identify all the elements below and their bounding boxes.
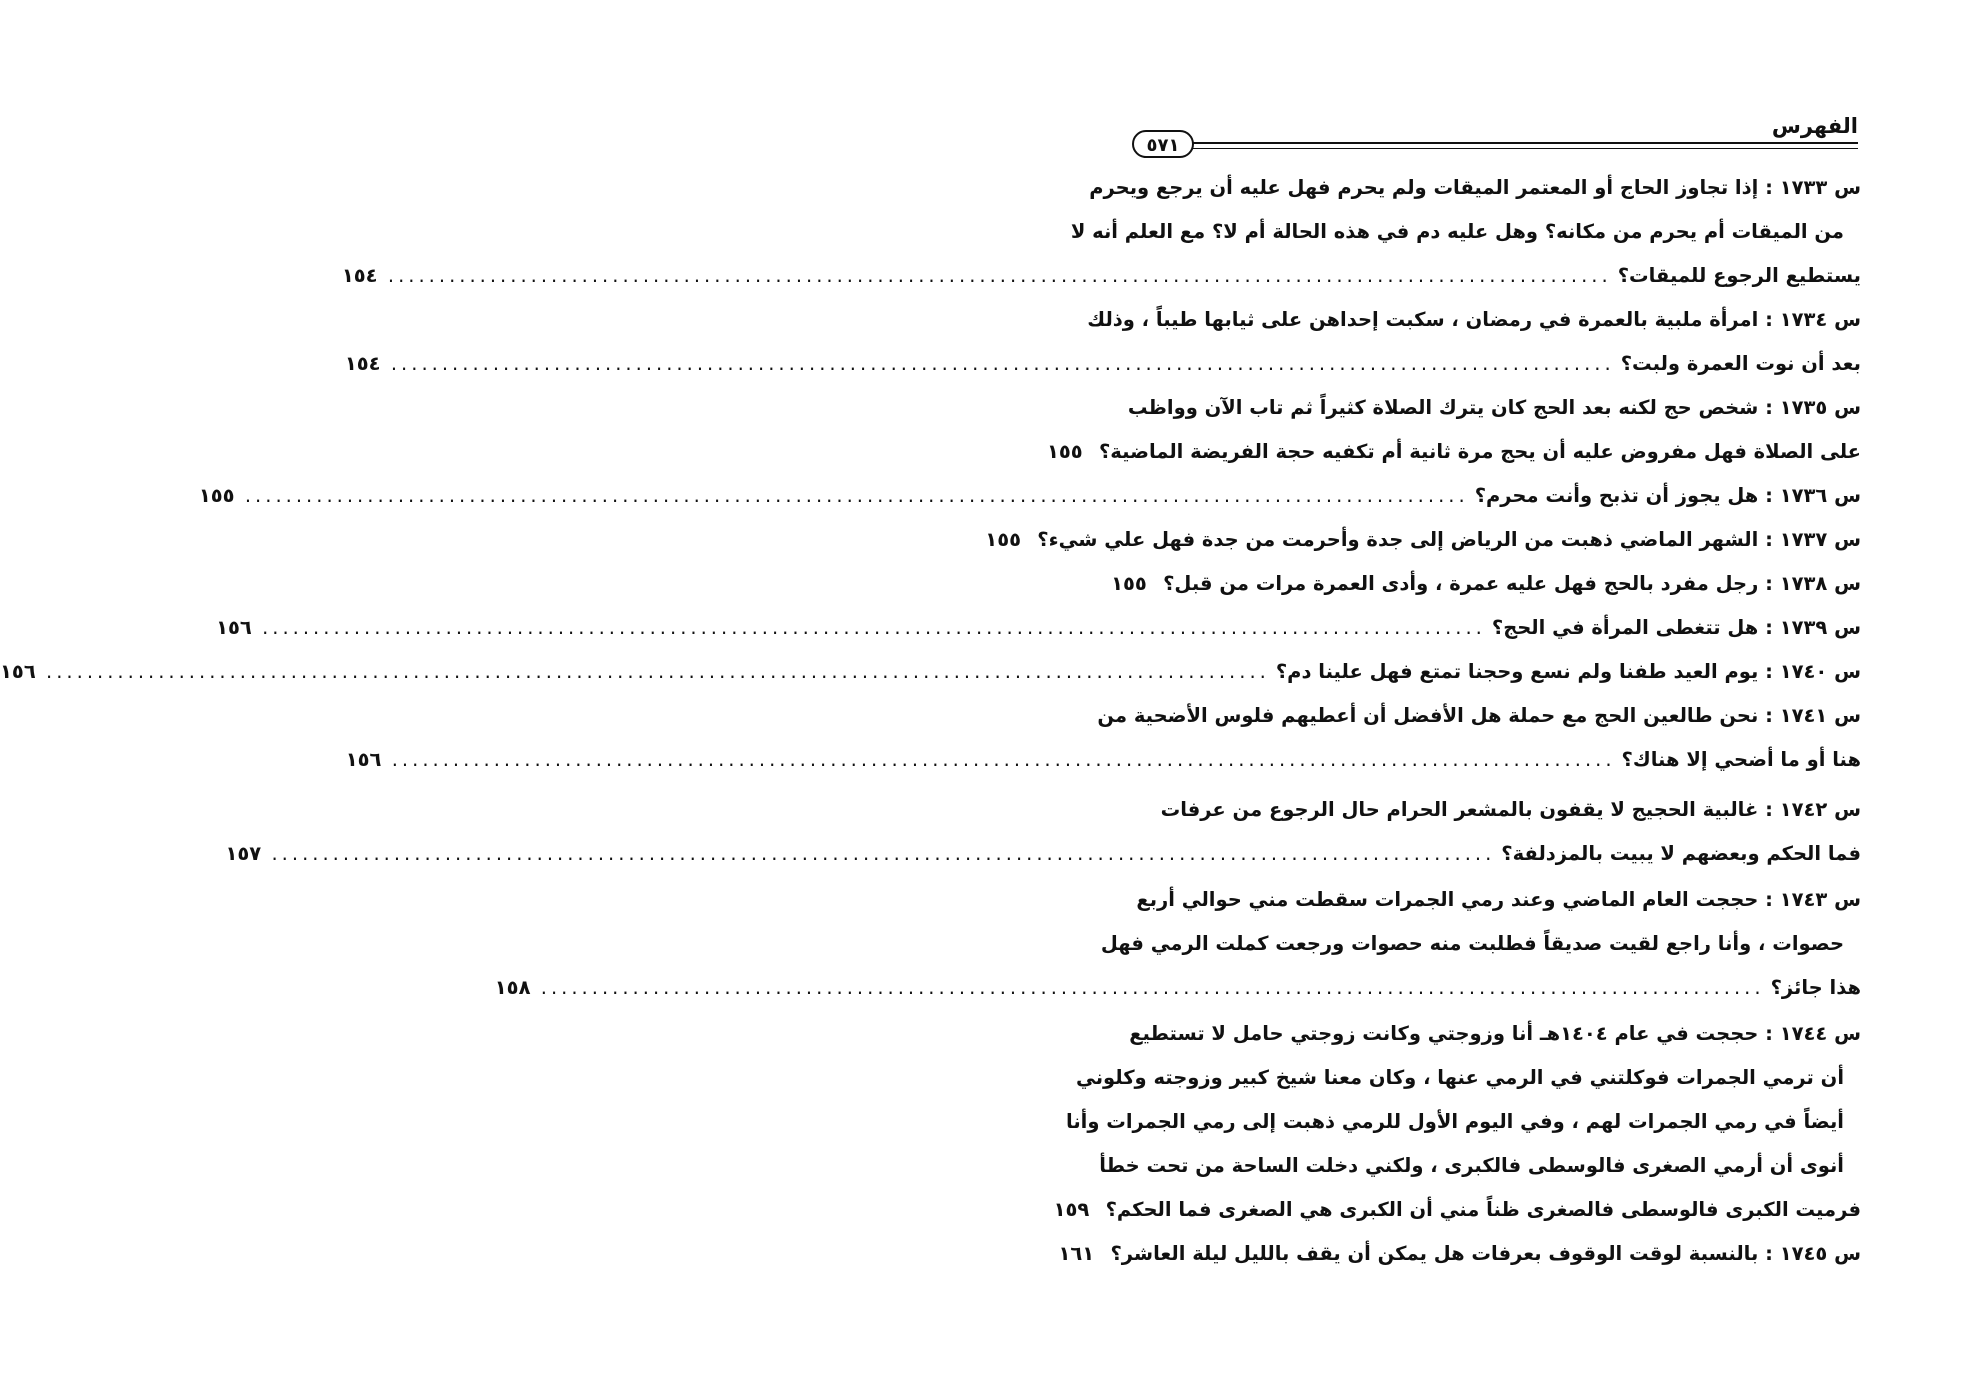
entry-text: س ١٧٣٧ : الشهر الماضي ذهبت من الرياض إلى جدة وأحرمت من جدة فهل علي شيء؟: [1037, 528, 1861, 551]
index-entry-line: [1100, 924, 1844, 964]
entry-page-number: ١٥٨: [494, 976, 531, 999]
entry-text: يستطيع الرجوع للميقات؟: [1617, 264, 1861, 287]
index-entry-line: [1066, 1102, 1844, 1142]
page-number-badge: ٥٧١: [1132, 130, 1194, 158]
index-entry-final-line: [1053, 1190, 1861, 1230]
entry-text: س ١٧٣٥ : شخص حج لكنه بعد الحج كان يترك الصلاة كثيراً ثم تاب الآن وواظب: [1127, 396, 1861, 419]
leader-dots: ........................................................................................................................: [244, 484, 1469, 507]
header-rule-thin: [1192, 148, 1858, 149]
entry-text: س ١٧٣٨ : رجل مفرد بالحج فهل عليه عمرة ، وأدى العمرة مرات من قبل؟: [1163, 572, 1861, 595]
index-entry-line: [1134, 880, 1861, 920]
entry-text: س ١٧٤٥ : بالنسبة لوقت الوقوف بعرفات هل يمكن أن يقف بالليل ليلة العاشر؟: [1110, 1242, 1861, 1265]
index-entry-final-line: [0, 652, 1861, 692]
entry-text: فما الحكم وبعضهم لا يبيت بالمزدلفة؟: [1501, 842, 1861, 865]
header-title: الفهرس: [1771, 114, 1858, 138]
entry-text: س ١٧٤٤ : حججت في عام ١٤٠٤هـ أنا وزوجتي وكانت زوجتي حامل لا تستطيع: [1129, 1022, 1861, 1045]
leader-dots: ........................................................................................................................: [391, 748, 1616, 771]
entry-text: س ١٧٣٩ : هل تتغطى المرأة في الحج؟: [1491, 616, 1861, 639]
index-entry-final-line: [225, 834, 1861, 874]
entry-page-number: ١٥٩: [1053, 1198, 1090, 1221]
entry-text: هذا جائز؟: [1770, 976, 1861, 999]
entry-text: أن ترمي الجمرات فوكلتني في الرمي عنها ، وكان معنا شيخ كبير وزوجته وكلوني: [1075, 1066, 1844, 1089]
entry-text: أنوى أن أرمي الصغرى فالوسطى فالكبرى ، ولكني دخلت الساحة من تحت خطأ: [1099, 1154, 1844, 1177]
index-entry-final-line: [494, 968, 1861, 1008]
header-rule: [1192, 142, 1858, 144]
entry-page-number: ١٥٤: [341, 264, 378, 287]
entry-page-number: ١٥٥: [198, 484, 235, 507]
entry-page-number: ١٥٤: [344, 352, 381, 375]
entry-text: س ١٧٣٤ : امرأة ملبية بالعمرة في رمضان ، سكبت إحداهن على ثيابها طيباً ، وذلك: [1087, 308, 1861, 331]
entry-page-number: ١٥٧: [225, 842, 262, 865]
entry-text: هنا أو ما أضحي إلا هناك؟: [1621, 748, 1861, 771]
index-entry-line: [1127, 388, 1861, 428]
entry-text: من الميقات أم يحرم من مكانه؟ وهل عليه دم في هذه الحالة أم لا؟ مع العلم أنه لا: [1070, 220, 1844, 243]
entry-page-number: ١٥٦: [0, 660, 36, 683]
entry-page-number: ١٦١: [1058, 1242, 1095, 1265]
entry-text: س ١٧٤٢ : غالبية الحجيج لا يقفون بالمشعر الحرام حال الرجوع من عرفات: [1160, 798, 1861, 821]
leader-dots: ........................................................................................................................: [46, 660, 1270, 683]
entry-text: حصوات ، وأنا راجع لقيت صديقاً فطلبت منه حصوات ورجعت كملت الرمي فهل: [1100, 932, 1844, 955]
entry-text: س ١٧٤١ : نحن طالعين الحج مع حملة هل الأفضل أن أعطيهم فلوس الأضحية من: [1097, 704, 1861, 727]
index-entry-line: [1087, 300, 1861, 340]
index-entry-line: [1129, 1014, 1861, 1054]
index-entry-final-line: [1058, 1234, 1861, 1274]
index-entry-final-line: [1047, 432, 1861, 472]
index-entry-final-line: [1111, 564, 1861, 604]
entry-text: أيضاً في رمي الجمرات لهم ، وفي اليوم الأول للرمي ذهبت إلى رمي الجمرات وأنا: [1066, 1110, 1844, 1133]
entry-page-number: ١٥٦: [345, 748, 382, 771]
leader-dots: ........................................................................................................................: [262, 616, 1486, 639]
page-header: [1132, 108, 1858, 158]
index-entry-line: [1099, 1146, 1844, 1186]
index-entry-final-line: [216, 608, 1861, 648]
leader-dots: ........................................................................................................................: [387, 264, 1612, 287]
entry-text: على الصلاة فهل مفروض عليه أن يحج مرة ثانية أم تكفيه حجة الفريضة الماضية؟: [1099, 440, 1861, 463]
entry-text: س ١٧٤٠ : يوم العيد طفنا ولم نسع وحجنا تمتع فهل علينا دم؟: [1275, 660, 1861, 683]
entry-text: س ١٧٣٣ : إذا تجاوز الحاج أو المعتمر الميقات ولم يحرم فهل عليه أن يرجع ويحرم: [1089, 176, 1861, 199]
entry-page-number: ١٥٥: [1111, 572, 1147, 595]
entry-page-number: ١٥٥: [1047, 440, 1083, 463]
entry-text: س ١٧٣٦ : هل يجوز أن تذبح وأنت محرم؟: [1474, 484, 1861, 507]
index-entry-final-line: [985, 520, 1861, 560]
index-entry-final-line: [344, 344, 1861, 384]
index-entry-final-line: [341, 256, 1861, 296]
index-entry-final-line: [198, 476, 1861, 516]
leader-dots: ........................................................................................................................: [540, 976, 1765, 999]
entry-text: س ١٧٤٣ : حججت العام الماضي وعند رمي الجمرات سقطت مني حوالي أربع: [1136, 888, 1861, 911]
index-entry-line: [1089, 168, 1861, 208]
index-entry-final-line: [345, 740, 1861, 780]
leader-dots: ........................................................................................................................: [271, 842, 1496, 865]
index-entry-line: [1134, 790, 1861, 830]
index-entry-line: [1075, 1058, 1844, 1098]
entry-text: فرميت الكبرى فالوسطى فالصغرى ظناً مني أن الكبرى هي الصغرى فما الحكم؟: [1105, 1198, 1861, 1221]
index-entry-line: [1070, 212, 1844, 252]
entry-page-number: ١٥٦: [216, 616, 252, 639]
entry-page-number: ١٥٥: [985, 528, 1022, 551]
index-entry-line: [1097, 696, 1861, 736]
leader-dots: ........................................................................................................................: [390, 352, 1615, 375]
entry-text: بعد أن نوت العمرة ولبت؟: [1620, 352, 1861, 375]
